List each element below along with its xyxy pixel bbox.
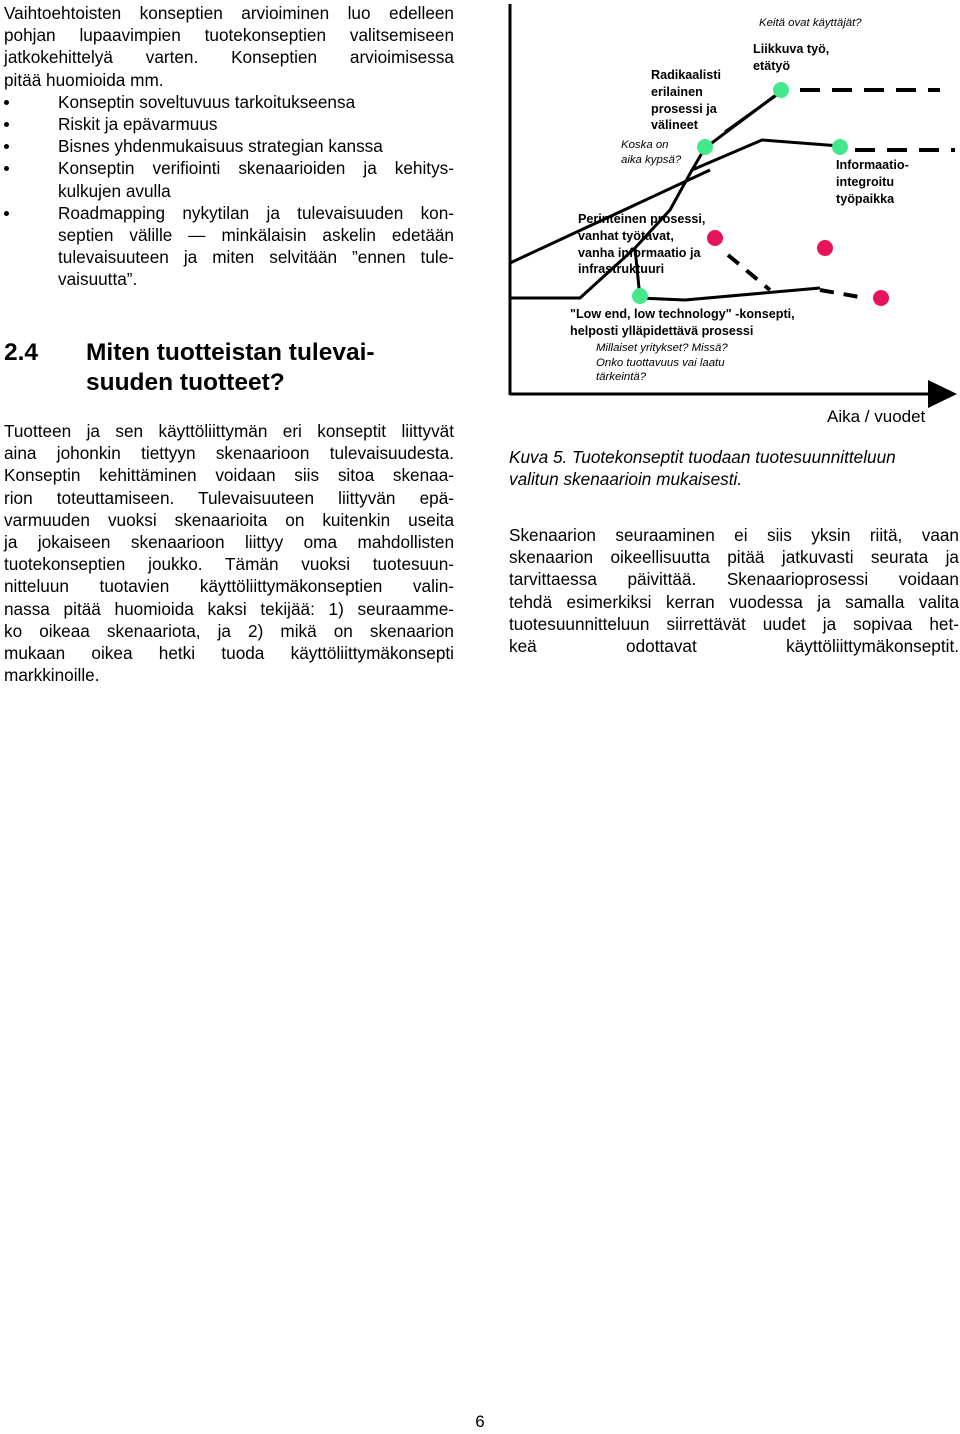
label-radikaalisti: Radikaalisti erilainen prosessi ja välineet [651, 68, 721, 133]
bullet-item: Konseptin verifiointi skenaarioiden ja kehitys- kulkujen avulla [4, 157, 454, 201]
body-paragraph-right [509, 524, 959, 657]
figure-caption: Kuva 5. Tuotekonseptit tuodaan tuotesuunnitteluun valitun skenaarioin mukaisesti. [509, 447, 896, 490]
bullet-dot-icon [4, 144, 9, 149]
intro-block [4, 2, 454, 291]
label-informaatio: Informaatio- integroitu työpaikka [836, 158, 909, 206]
text-line: keä odottavat käyttöliittymäkonseptit. [509, 636, 959, 657]
text-line: mukaan oikea hetki tuoda käyttöliittymäkonsepti [4, 643, 454, 664]
section-title-line: Miten tuotteistan tulevai- [86, 339, 375, 366]
bullet-item: Riskit ja epävarmuus [4, 113, 454, 135]
text-line: tehdä esimerkiksi kerran vuodessa ja samalla valita [509, 591, 959, 612]
scenario-diagram [500, 0, 960, 440]
target-dot-icon [873, 290, 889, 306]
bullet-dot-icon [4, 166, 9, 171]
text-line: pohjan lupaavimpien tuotekonseptien valitsemiseen [4, 25, 454, 46]
text-line: markkinoille. [4, 665, 100, 686]
bullet-dot-icon [4, 100, 9, 105]
diagram-graphics [500, 0, 960, 440]
dashed-line [820, 290, 865, 298]
text-line: skenaarion oikeellisuutta pitää jatkuvasti seurata ja [509, 547, 959, 568]
label-perinteinen: Perinteinen prosessi, vanhat työtavat, vanha informaatio ja infrastruktuuri [578, 212, 706, 277]
section-title-line: suuden tuotteet? [86, 369, 285, 396]
label-liikkuva: Liikkuva työ, etätyö [753, 42, 830, 73]
text-line: varmuuden vuoksi skenaarioita on kuitenkin useita [4, 509, 454, 530]
section-number: 2.4 [4, 339, 39, 366]
text-line: tarvittaessa päivittää. Skenaarioprosessi voidaan [509, 569, 959, 590]
branch-line [725, 91, 782, 132]
target-dot-icon [707, 230, 723, 246]
page-number: 6 [475, 1412, 485, 1431]
concept-dot-icon [632, 288, 648, 304]
bullet-item: Roadmapping nykytilan ja tulevaisuuden kon- septien välille — minkälaisin askelin edetään tulevaisuuteen ja miten selvitään ”ennen tule- vaisuutta”. [4, 202, 454, 291]
bullet-item: Konseptin soveltuvuus tarkoitukseensa [4, 91, 454, 113]
text-line: Konseptin kehittäminen voidaan siis sitoa skenaa- [4, 465, 454, 486]
text-line: Skenaarion seuraaminen ei siis yksin riitä, vaan [509, 525, 959, 545]
concept-dot-icon [773, 82, 789, 98]
body-paragraph-left [4, 420, 454, 686]
text-line: tuotesuunnitteluun siirrettävät uudet ja sopivaa het- [509, 613, 959, 634]
text-line: pitää huomioida mm. [4, 69, 164, 90]
text-line: rion toteuttamiseen. Tulevaisuuteen liittyvän epä- [4, 487, 454, 508]
dashed-line [728, 255, 770, 290]
label-low-end: "Low end, low technology" -konsepti, helposti ylläpidettävä prosessi [570, 307, 795, 338]
text-line: nitteluun tuotavien käyttöliittymäkonseptien valin- [4, 576, 454, 597]
text-line: ja jokaiseen skenaarioon liittyy oma mahdollisten [4, 532, 454, 553]
text-line: Tuotteen ja sen käyttöliittymän eri konseptit liittyvät [4, 421, 454, 441]
bullet-dot-icon [4, 211, 9, 216]
text-line: nassa pitää huomioida kaksi tekijää: 1) seuraamme- [4, 598, 454, 619]
branch-line [692, 140, 840, 170]
section-heading [4, 338, 454, 398]
text-line: ko oikeaa skenaariota, ja 2) mikä on skenaarion [4, 620, 454, 641]
concept-dot-icon [697, 139, 713, 155]
label-koska: Koska on aika kypsä? [621, 139, 682, 166]
intro-paragraph [4, 2, 454, 91]
text-line: Vaihtoehtoisten konseptien arvioiminen luo edelleen [4, 3, 454, 23]
concept-dot-icon [832, 139, 848, 155]
bullet-item: Bisnes yhdenmukaisuus strategian kanssa [4, 135, 454, 157]
bullet-dot-icon [4, 122, 9, 127]
axis-label-time: Aika / vuodet [827, 407, 926, 426]
x-axis-arrow-icon [928, 380, 957, 408]
text-line: jatkokehittelyä varten. Konseptien arvioimisessa [4, 47, 454, 68]
label-millaiset: Millaiset yritykset? Missä? Onko tuottavuus vai laatu tärkeintä? [596, 342, 728, 383]
label-keita: Keitä ovat käyttäjät? [759, 17, 862, 29]
text-line: tuotekonseptien joukko. Tämän vuoksi tuotesuun- [4, 554, 454, 575]
bullet-list [4, 91, 454, 291]
target-dot-icon [817, 240, 833, 256]
text-line: aina johonkin tiettyyn skenaarioon tulevaisuudesta. [4, 443, 454, 464]
